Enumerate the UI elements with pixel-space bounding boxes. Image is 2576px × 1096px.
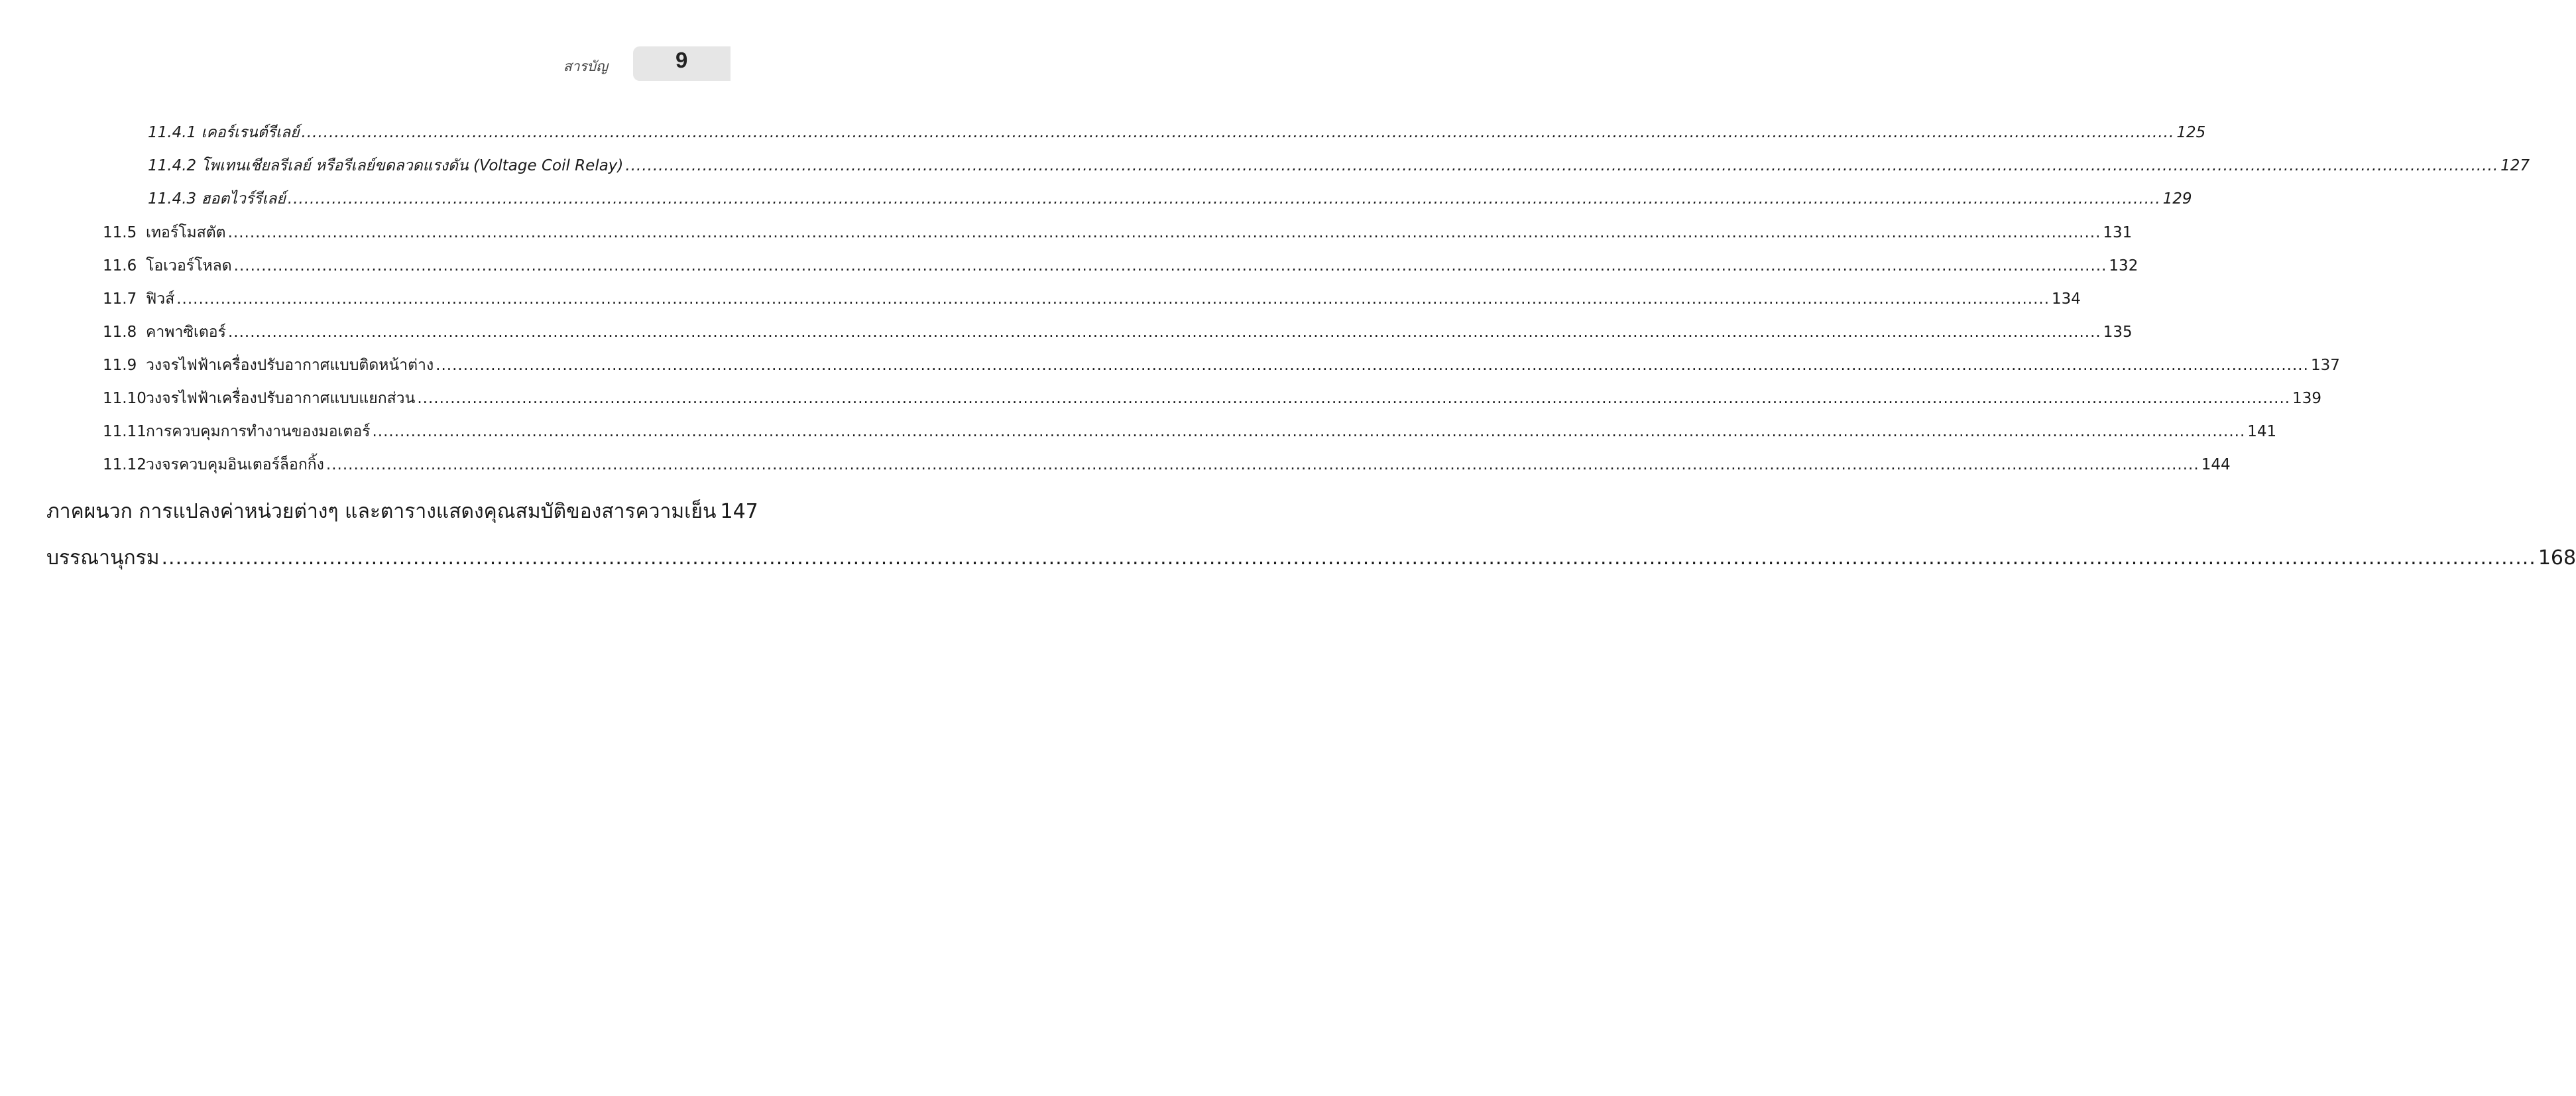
toc-entry-page: 127 (2500, 157, 2530, 174)
section-header-label: สารบัญ (563, 58, 608, 74)
dot-leader (234, 257, 2107, 274)
toc-entry-number: 11.9 (103, 357, 137, 374)
toc-entry-title: การควบคุมการทำงานของมอเตอร์ (146, 423, 371, 440)
dot-leader (162, 546, 2536, 570)
toc-entry-page: 139 (2292, 390, 2321, 407)
toc-entry-page: 129 (2162, 190, 2192, 208)
toc-entry-title: วงจรไฟฟ้าเครื่องปรับอากาศแบบติดหน้าต่าง (146, 357, 434, 374)
toc-entry-number: 11.8 (103, 324, 137, 341)
toc-entry-number: 11.4.3 (148, 190, 197, 208)
toc-entry-page: 132 (2109, 257, 2138, 274)
toc-entry-appendix[interactable] (46, 496, 758, 527)
toc-entry-number: 11.12 (103, 456, 146, 473)
toc-entry-title: โอเวอร์โหลด (146, 257, 232, 274)
dot-leader (373, 423, 2246, 440)
toc-entry-title: วงจรควบคุมอินเตอร์ล็อกกิ้ง (146, 456, 324, 473)
toc-entry-title: โพเทนเชียลรีเลย์ หรือรีเลย์ขดลวดแรงดัน (Voltage Coil Relay) (201, 157, 624, 174)
toc-entry-page: 141 (2247, 423, 2277, 440)
toc-entry-page: 144 (2201, 456, 2231, 473)
toc-entry[interactable] (148, 187, 2192, 211)
toc-entry-page: 168 (2538, 546, 2576, 570)
toc-entry[interactable] (103, 353, 2340, 377)
toc-entry-number: 11.10 (103, 390, 146, 407)
dot-leader (228, 324, 2101, 341)
toc-entry-title: ภาคผนวก การแปลงค่าหน่วยต่างๆ และตารางแสดงคุณสมบัติของสารความเย็น (46, 500, 717, 523)
toc-entry[interactable] (148, 154, 2530, 178)
toc-entry[interactable] (103, 254, 2138, 278)
dot-leader (436, 357, 2309, 374)
toc-entry-number: 11.4.1 (148, 124, 197, 141)
toc-entry-number: 11.7 (103, 290, 137, 308)
toc-entry[interactable] (103, 387, 2321, 410)
dot-leader (326, 456, 2199, 473)
toc-entry-page: 135 (2103, 324, 2133, 341)
toc-entry-page: 137 (2310, 357, 2340, 374)
toc-entry-page: 134 (2052, 290, 2081, 308)
toc-entry-number: 11.4.2 (148, 157, 197, 174)
toc-entry-title: เคอร์เรนต์รีเลย์ (201, 124, 300, 141)
dot-leader (417, 390, 2290, 407)
toc-entry-title: ฮอตไวร์รีเลย์ (201, 190, 286, 208)
toc-entry-page: 131 (2103, 224, 2133, 241)
dot-leader (302, 124, 2175, 141)
dot-leader (625, 157, 2498, 174)
dot-leader (176, 290, 2050, 308)
toc-entry-page: 147 (720, 500, 758, 523)
toc-entry[interactable] (103, 287, 2081, 311)
toc-entry-page: 125 (2176, 124, 2206, 141)
toc-entry-title: บรรณานุกรม (46, 546, 160, 570)
toc-entry-title: คาพาซิเตอร์ (146, 324, 226, 341)
toc-entry-number: 11.11 (103, 423, 146, 440)
toc-entry[interactable] (103, 221, 2133, 245)
toc-entry-number: 11.5 (103, 224, 137, 241)
page-number: 9 (675, 48, 688, 72)
toc-entry-title: วงจรไฟฟ้าเครื่องปรับอากาศแบบแยกส่วน (146, 390, 416, 407)
dot-leader (288, 190, 2161, 208)
toc-entry[interactable] (103, 420, 2277, 444)
dot-leader (228, 224, 2101, 241)
toc-entry-title: ฟิวส์ (146, 290, 175, 308)
toc-entry-number: 11.6 (103, 257, 137, 274)
toc-entry-bibliography[interactable] (46, 542, 2576, 574)
toc-entry[interactable] (103, 453, 2231, 477)
toc-entry[interactable] (103, 320, 2133, 344)
toc-entry-title: เทอร์โมสตัต (146, 224, 226, 241)
toc-entry[interactable] (148, 121, 2206, 145)
